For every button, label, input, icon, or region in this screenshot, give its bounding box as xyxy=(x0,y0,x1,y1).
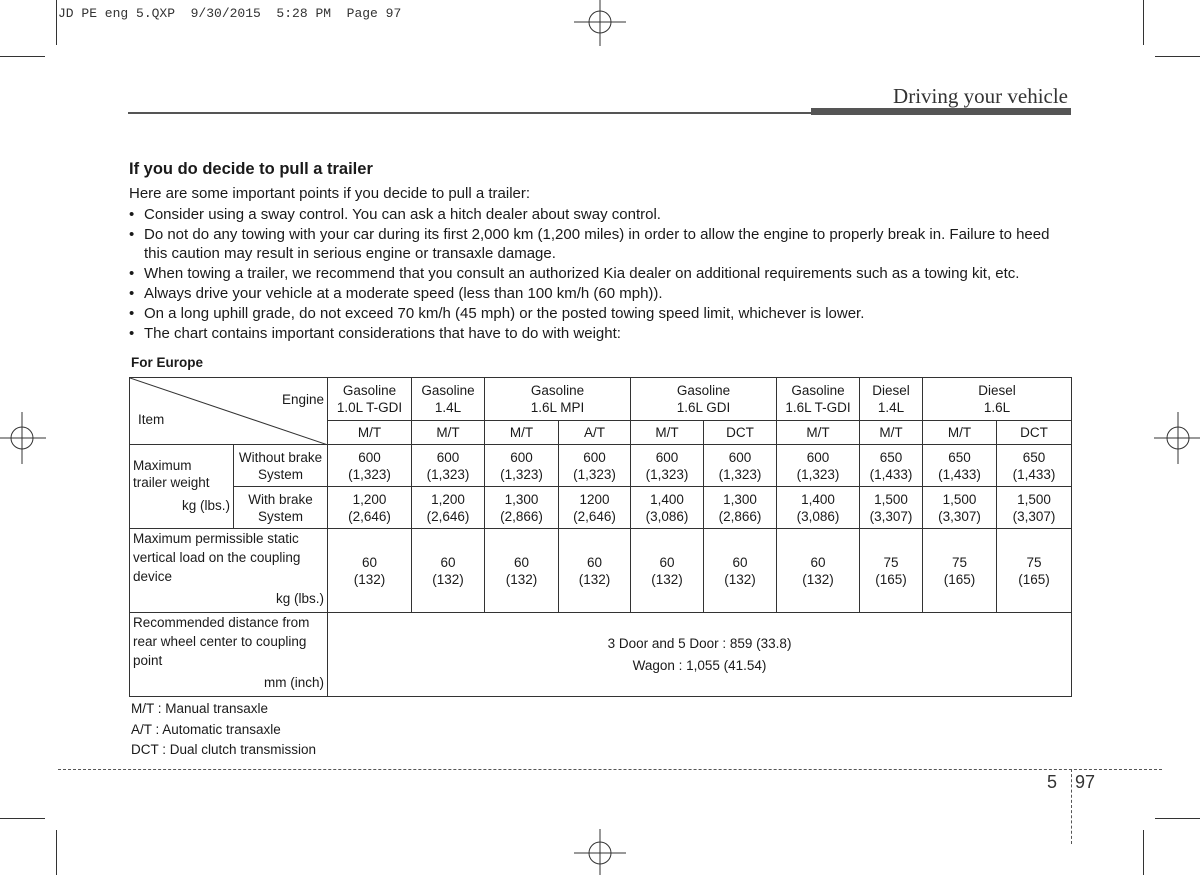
print-slug: JD PE eng 5.QXP 9/30/2015 5:28 PM Page 97 xyxy=(58,6,402,21)
value-cell: 75 (165) xyxy=(923,529,997,613)
subsection-title: If you do decide to pull a trailer xyxy=(129,160,373,178)
value-cell: 60 (132) xyxy=(412,529,485,613)
engine-header: Diesel 1.4L xyxy=(860,378,923,421)
list-item: • The chart contains important considerations that have to do with weight: xyxy=(129,325,621,342)
coupling-distance-label: Recommended distance from rear wheel center to coupling point mm (inch) xyxy=(130,613,328,697)
transmission-cell: M/T xyxy=(777,421,860,445)
with-brake-label: With brake System xyxy=(234,487,328,529)
value-cell: 600 (1,323) xyxy=(631,445,704,487)
value-cell: 75 (165) xyxy=(997,529,1072,613)
value-cell: 1,400 (3,086) xyxy=(777,487,860,529)
registration-mark-bottom xyxy=(570,825,630,875)
list-item: • Consider using a sway control. You can ask a hitch dealer about sway control. xyxy=(129,206,661,223)
footer-vertical-divider xyxy=(1071,769,1072,844)
transmission-cell: M/T xyxy=(860,421,923,445)
list-item: • Always drive your vehicle at a moderate speed (less than 100 km/h (60 mph)). xyxy=(129,285,663,302)
table-row xyxy=(130,445,1072,487)
registration-mark-left xyxy=(0,408,50,468)
value-cell: 60 (132) xyxy=(631,529,704,613)
value-cell: 1,300 (2,866) xyxy=(704,487,777,529)
vertical-load-label: Maximum permissible static vertical load on the coupling device kg (lbs.) xyxy=(130,529,328,613)
registration-mark-top xyxy=(570,0,630,50)
value-cell: 60 (132) xyxy=(704,529,777,613)
value-cell: 60 (132) xyxy=(559,529,631,613)
note-item: A/T : Automatic transaxle xyxy=(131,721,281,737)
value-cell: 600 (1,323) xyxy=(777,445,860,487)
value-cell: 600 (1,323) xyxy=(328,445,412,487)
value-cell: 1,300 (2,866) xyxy=(485,487,559,529)
value-cell: 650 (1,433) xyxy=(997,445,1072,487)
transmission-cell: DCT xyxy=(704,421,777,445)
abbreviation-notes xyxy=(131,699,316,761)
value-cell: 75 (165) xyxy=(860,529,923,613)
value-cell: 1,500 (3,307) xyxy=(923,487,997,529)
engine-header-label: Engine xyxy=(281,392,324,407)
table-row xyxy=(130,529,1072,613)
coupling-distance-value: 3 Door and 5 Door : 859 (33.8) Wagon : 1,055 (41.54) xyxy=(328,613,1072,697)
registration-mark-right xyxy=(1150,408,1200,468)
transmission-cell: M/T xyxy=(328,421,412,445)
value-cell: 60 (132) xyxy=(485,529,559,613)
engine-header: Gasoline 1.6L GDI xyxy=(631,378,777,421)
value-cell: 60 (132) xyxy=(328,529,412,613)
intro-text: Here are some important points if you decide to pull a trailer: xyxy=(129,185,531,202)
engine-header: Gasoline 1.6L MPI xyxy=(485,378,631,421)
value-cell: 600 (1,323) xyxy=(704,445,777,487)
note-item: M/T : Manual transaxle xyxy=(131,701,269,716)
engine-header: Gasoline 1.6L T-GDI xyxy=(777,378,860,421)
value-cell: 1,400 (3,086) xyxy=(631,487,704,529)
table-caption: For Europe xyxy=(131,355,204,370)
table-row xyxy=(130,378,1072,421)
value-cell: 650 (1,433) xyxy=(860,445,923,487)
list-item: • On a long uphill grade, do not exceed 70 km/h (45 mph) or the posted towing speed limit, whichever is lower. xyxy=(129,305,865,322)
transmission-cell: M/T xyxy=(631,421,704,445)
list-item: • When towing a trailer, we recommend that you consult an authorized Kia dealer on additional requirements such as a towing kit, etc. xyxy=(129,265,1020,282)
without-brake-label: Without brake System xyxy=(234,445,328,487)
value-cell: 60 (132) xyxy=(777,529,860,613)
max-trailer-weight-label: Maximum trailer weight kg (lbs.) xyxy=(130,445,234,529)
value-cell: 1200 (2,646) xyxy=(559,487,631,529)
table-row xyxy=(130,487,1072,529)
towing-spec-table xyxy=(129,377,1072,697)
note-item: DCT : Dual clutch transmission xyxy=(131,742,317,757)
header-bar xyxy=(811,108,1071,115)
engine-header: Diesel 1.6L xyxy=(923,378,1072,421)
table-corner-header xyxy=(130,378,328,445)
transmission-cell: DCT xyxy=(997,421,1072,445)
transmission-cell: M/T xyxy=(485,421,559,445)
value-cell: 650 (1,433) xyxy=(923,445,997,487)
table-row xyxy=(130,613,1072,697)
value-cell: 1,500 (3,307) xyxy=(997,487,1072,529)
footer-divider xyxy=(58,769,1162,770)
transmission-cell: M/T xyxy=(412,421,485,445)
value-cell: 600 (1,323) xyxy=(485,445,559,487)
transmission-cell: A/T xyxy=(559,421,631,445)
bullet-list xyxy=(129,205,1074,343)
transmission-cell: M/T xyxy=(923,421,997,445)
value-cell: 1,200 (2,646) xyxy=(412,487,485,529)
value-cell: 1,200 (2,646) xyxy=(328,487,412,529)
value-cell: 600 (1,323) xyxy=(559,445,631,487)
value-cell: 600 (1,323) xyxy=(412,445,485,487)
chapter-number: 5 xyxy=(1047,772,1058,792)
header-rule xyxy=(128,112,811,114)
page-number: 97 xyxy=(1075,772,1096,792)
item-header-label: Item xyxy=(138,412,165,427)
main-content xyxy=(129,160,1074,343)
list-item: • Do not do any towing with your car during its first 2,000 km (1,200 miles) in order to allow the engine to properly break in. Failure to heed this caution may result in serious engine or transaxle damage. xyxy=(129,226,1050,262)
section-title: Driving your vehicle xyxy=(893,84,1068,108)
engine-header: Gasoline 1.4L xyxy=(412,378,485,421)
value-cell: 1,500 (3,307) xyxy=(860,487,923,529)
engine-header: Gasoline 1.0L T-GDI xyxy=(328,378,412,421)
